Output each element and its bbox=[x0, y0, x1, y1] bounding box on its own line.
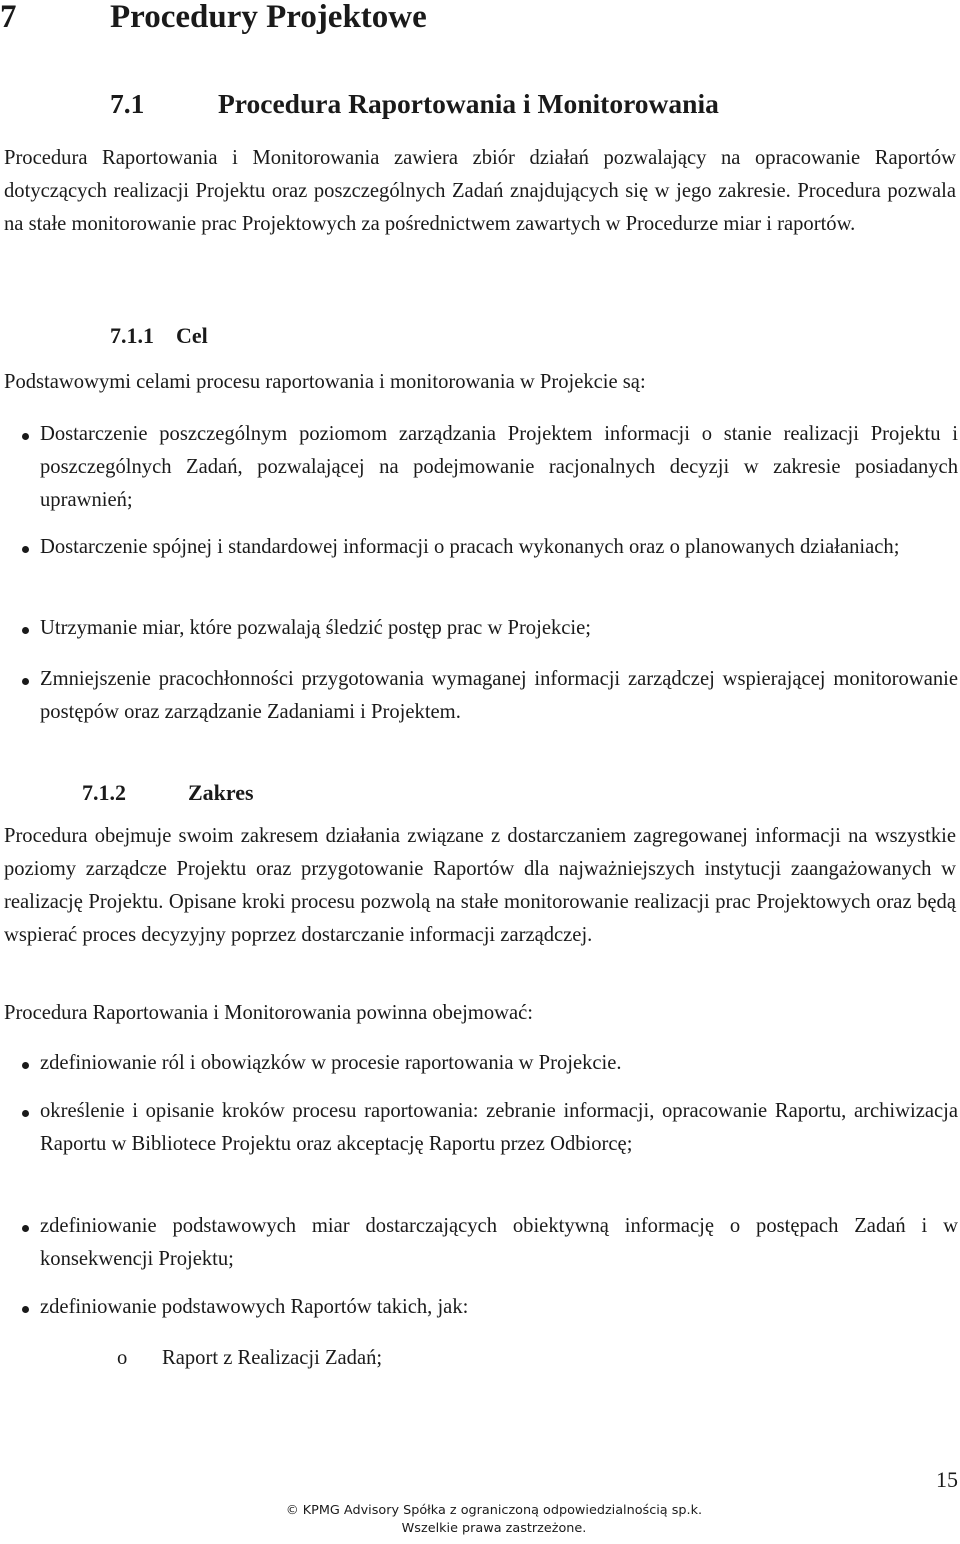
bullet-icon bbox=[22, 627, 29, 634]
list-item: zdefiniowanie ról i obowiązków w procesie raportowania w Projekcie. bbox=[40, 1052, 622, 1074]
sub-bullet-marker: o bbox=[117, 1347, 128, 1369]
list-item: zdefiniowanie podstawowych Raportów takich, jak: bbox=[40, 1296, 469, 1318]
footer-rights: Wszelkie prawa zastrzeżone. bbox=[401, 1521, 587, 1536]
bullet-icon bbox=[22, 1306, 29, 1313]
bullet-icon bbox=[22, 1110, 29, 1117]
subsection-number: 7.1.2 bbox=[82, 780, 126, 805]
bullet-icon bbox=[22, 546, 29, 553]
list-item: zdefiniowanie podstawowych miar dostarczających obiektywną informację o postępach Zadań i w konsekwencji Projektu; bbox=[40, 1215, 958, 1270]
bullet-icon bbox=[22, 433, 29, 440]
section-title: Procedura Raportowania i Monitorowania bbox=[218, 88, 719, 119]
footer-copyright: © KPMG Advisory Spółka z ograniczoną odpowiedzialnością sp.k. bbox=[285, 1503, 703, 1518]
chapter-title: Procedury Projektowe bbox=[110, 0, 427, 35]
cel-lead-paragraph: Podstawowymi celami procesu raportowania i monitorowania w Projekcie są: bbox=[4, 371, 646, 393]
section-heading bbox=[110, 82, 719, 126]
chapter-number: 7 bbox=[0, 0, 17, 35]
subsection-title: Cel bbox=[176, 323, 208, 348]
list-item: Dostarczenie spójnej i standardowej informacji o pracach wykonanych oraz o planowanych działaniach; bbox=[40, 536, 900, 558]
subsection-heading-cel bbox=[110, 318, 208, 354]
list-item: Utrzymanie miar, które pozwalają śledzić postęp prac w Projekcie; bbox=[40, 617, 591, 639]
page-number: 15 bbox=[936, 1467, 958, 1492]
sub-list-item: Raport z Realizacji Zadań; bbox=[162, 1347, 383, 1369]
intro-paragraph: Procedura Raportowania i Monitorowania zawiera zbiór działań pozwalający na opracowanie Raportów dotyczących realizacji Projektu oraz poszczególnych Zadań znajdujących się w jego zakresie. Procedura pozwala na stałe monitorowanie prac Projektowych za pośrednictwem zawartych w Procedurze miar i raportów. bbox=[4, 147, 956, 235]
bullet-icon bbox=[22, 1062, 29, 1069]
subsection-title: Zakres bbox=[188, 780, 254, 805]
zakres-lead-paragraph: Procedura Raportowania i Monitorowania powinna obejmować: bbox=[4, 1002, 534, 1024]
bullet-icon bbox=[22, 1225, 29, 1232]
section-number: 7.1 bbox=[110, 88, 145, 119]
subsection-heading-zakres bbox=[82, 775, 254, 811]
subsection-number: 7.1.1 bbox=[110, 323, 154, 348]
list-item: Dostarczenie poszczególnym poziomom zarządzania Projektem informacji o stanie realizacji Projektu i poszczególnych Zadań, pozwalającej na podejmowanie racjonalnych decyzji w zakresie posiadanych uprawnień; bbox=[40, 423, 958, 511]
list-item: określenie i opisanie kroków procesu raportowania: zebranie informacji, opracowanie Raportu, archiwizacja Raportu w Bibliotece Projektu oraz akceptację Raportu przez Odbiorcę; bbox=[40, 1100, 958, 1155]
list-item: Zmniejszenie pracochłonności przygotowania wymaganej informacji zarządczej wspierającej monitorowanie postępów oraz zarządzanie Zadaniami i Projektem. bbox=[40, 668, 958, 723]
footer bbox=[0, 1502, 960, 1538]
bullet-icon bbox=[22, 678, 29, 685]
zakres-paragraph: Procedura obejmuje swoim zakresem działania związane z dostarczaniem zagregowanej informacji na wszystkie poziomy zarządcze Projektu oraz przygotowanie Raportów dla najważniejszych instytucji zaangażowanych w realizację Projektu. Opisane kroki procesu pozwolą na stałe monitorowanie realizacji prac Projektowych oraz będą wspierać proces decyzyjny poprzez dostarczanie informacji zarządczej. bbox=[4, 825, 956, 946]
chapter-heading bbox=[0, 0, 427, 42]
